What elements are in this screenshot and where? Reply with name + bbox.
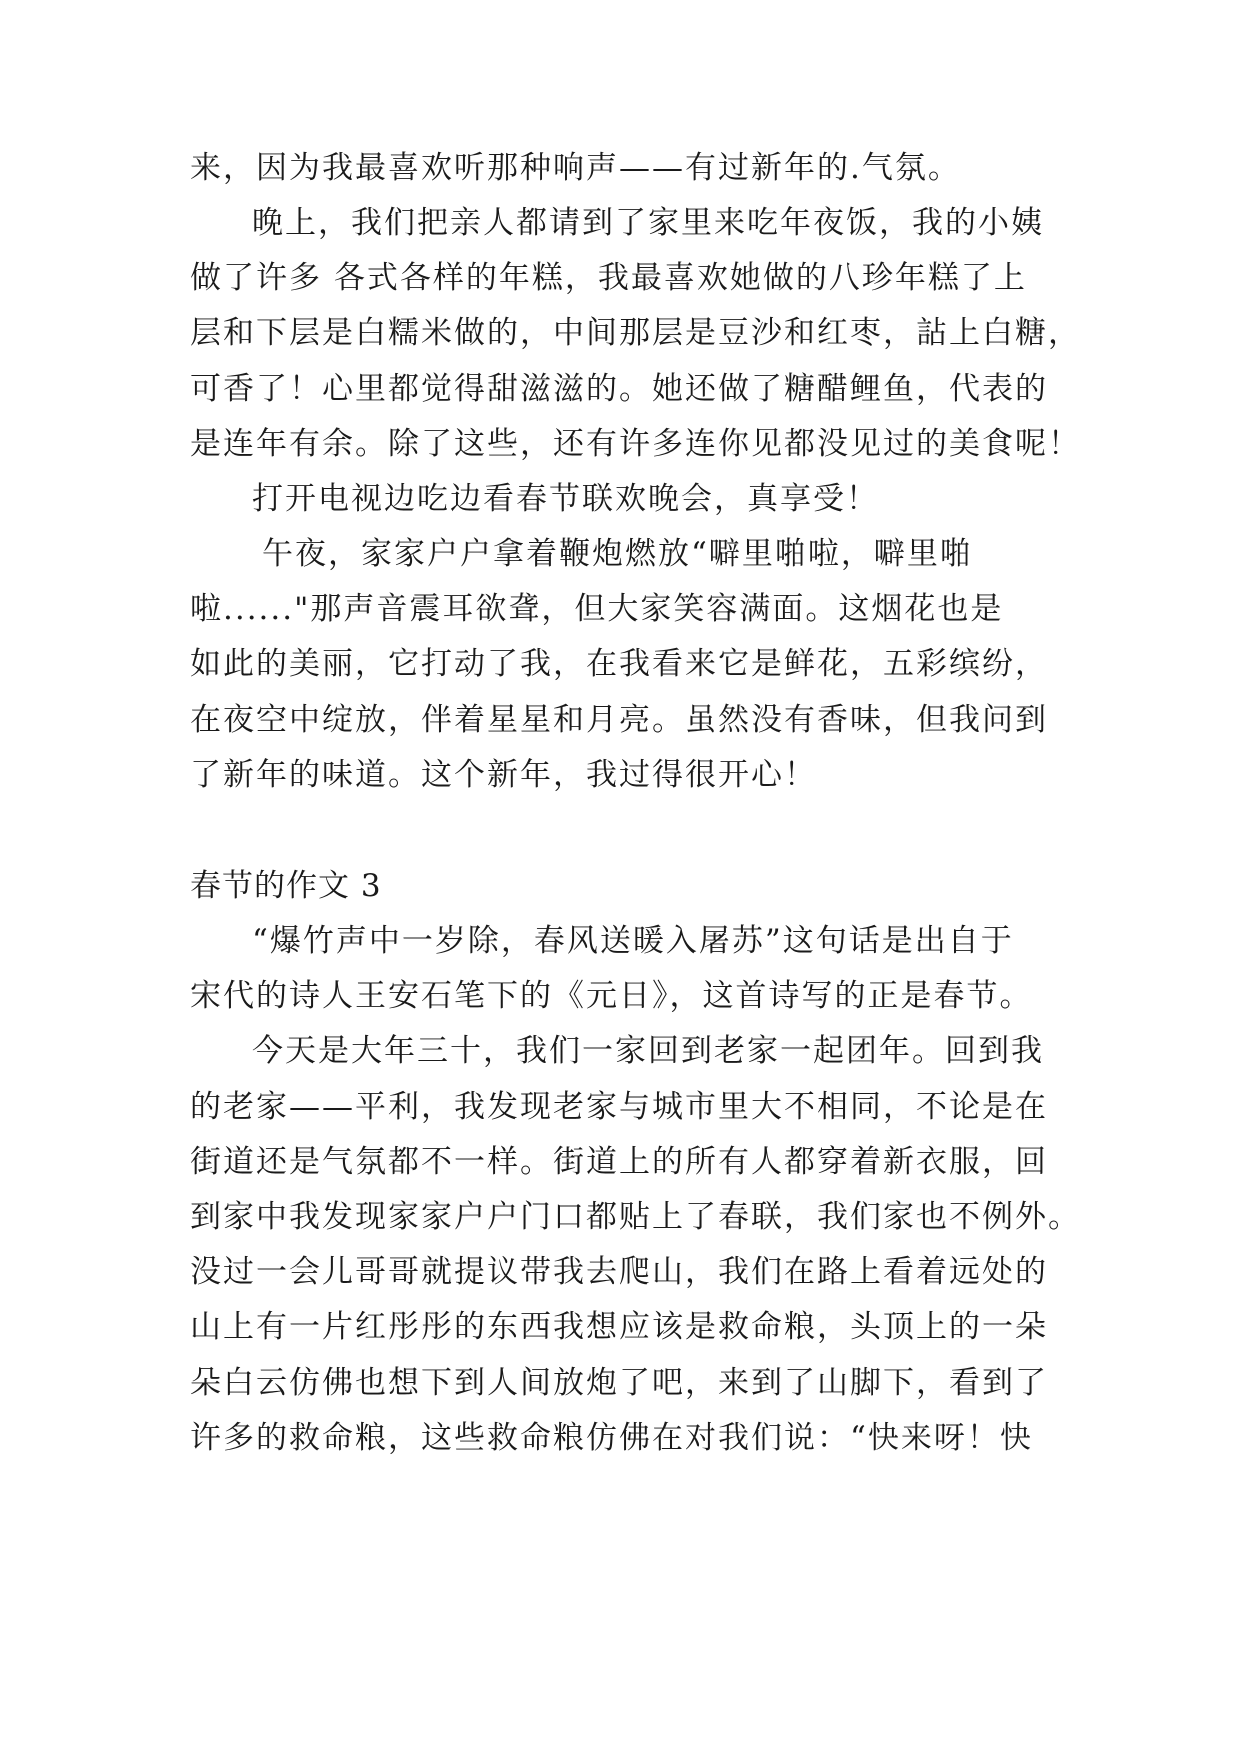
text-line: 今天是大年三十，我们一家回到老家一起团年。回到我 bbox=[252, 1033, 1044, 1069]
section-heading: 春节的作文 3 bbox=[190, 868, 382, 904]
text-line: 晚上，我们把亲人都请到了家里来吃年夜饭，我的小姨 bbox=[252, 205, 1044, 241]
text-line: “爆竹声中一岁除，春风送暖入屠苏”这句话是出自于 bbox=[252, 923, 1014, 959]
text-line: 宋代的诗人王安石笔下的《元日》，这首诗写的正是春节。 bbox=[190, 978, 1033, 1014]
text-line: 在夜空中绽放，伴着星星和月亮。虽然没有香味，但我问到 bbox=[190, 702, 1048, 738]
text-line: 是连年有余。除了这些，还有许多连你见都没见过的美食呢！ bbox=[190, 426, 1081, 462]
text-line: 了新年的味道。这个新年，我过得很开心！ bbox=[190, 757, 817, 793]
text-line: 朵白云仿佛也想下到人间放炮了吧，来到了山脚下，看到了 bbox=[190, 1365, 1048, 1401]
text-line: 到家中我发现家家户户门口都贴上了春联，我们家也不例外。 bbox=[190, 1199, 1081, 1235]
text-line: 做了许多 各式各样的年糕，我最喜欢她做的八珍年糕了上 bbox=[190, 260, 1027, 296]
text-line: 可香了！心里都觉得甜滋滋的。她还做了糖醋鲤鱼，代表的 bbox=[190, 371, 1048, 407]
text-line: 没过一会儿哥哥就提议带我去爬山，我们在路上看着远处的 bbox=[190, 1254, 1048, 1290]
text-line: 山上有一片红彤彤的东西我想应该是救命粮，头顶上的一朵 bbox=[190, 1309, 1048, 1345]
text-line: 啦......"那声音震耳欲聋，但大家笑容满面。这烟花也是 bbox=[190, 591, 1004, 627]
text-line: 来，因为我最喜欢听那种响声——有过新年的.气氛。 bbox=[190, 150, 961, 186]
text-line: 如此的美丽，它打动了我，在我看来它是鲜花，五彩缤纷， bbox=[190, 646, 1048, 682]
text-line: 许多的救命粮，这些救命粮仿佛在对我们说：“快来呀！快 bbox=[190, 1420, 1033, 1456]
text-line: 街道还是气氛都不一样。街道上的所有人都穿着新衣服，回 bbox=[190, 1144, 1048, 1180]
text-line: 的老家——平利，我发现老家与城市里大不相同，不论是在 bbox=[190, 1089, 1048, 1125]
text-line: 午夜，家家户户拿着鞭炮燃放“噼里啪啦，噼里啪 bbox=[262, 536, 973, 572]
text-line: 打开电视边吃边看春节联欢晚会，真享受！ bbox=[252, 481, 879, 517]
text-line: 层和下层是白糯米做的，中间那层是豆沙和红枣，詀上白糖， bbox=[190, 315, 1081, 351]
